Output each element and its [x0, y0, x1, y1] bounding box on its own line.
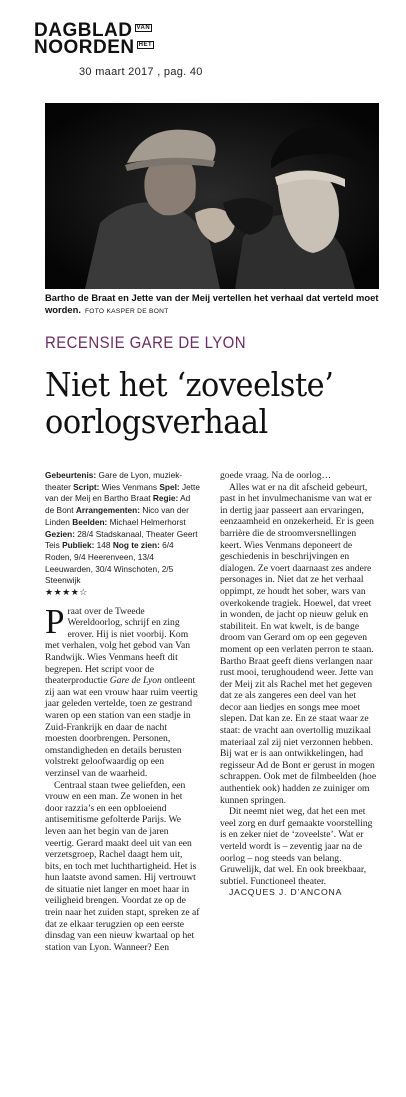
info-label-seen: Gezien:: [45, 528, 75, 539]
paragraph-1: [45, 601, 200, 780]
info-label-director: Regie:: [152, 493, 179, 504]
paragraph-4: Dit neemt niet weg, dat het een met veel zorg en durf gemaakte voorstelling is en zeker niet de ‘zoveelste’. Wat er verteld wordt is – zeventig jaar na de oorlog – nog steeds van belang. Gruwelijk, dat wel. En ook breekbaar, subtiel. Functioneel theater.: [220, 806, 373, 887]
paragraph-2-continued: goede vraag. Na de oorlog…: [220, 470, 332, 481]
masthead-line-2: NOORDEN: [34, 37, 135, 58]
info-value-event: Gare de Lyon, muziektheater: [45, 470, 183, 492]
info-value-images: Michael Helmerhorst: [107, 516, 186, 527]
production-info: [45, 470, 200, 587]
masthead-line-1: DAGBLAD: [34, 20, 133, 41]
info-label-event: Gebeurtenis:: [45, 470, 97, 480]
info-label-images: Beelden:: [72, 516, 108, 527]
photo-credit: FOTO KASPER DE BONT: [84, 308, 169, 315]
info-value-arrangements: Nico van der Linden: [45, 505, 189, 527]
masthead-small-2: HET: [138, 42, 153, 48]
newspaper-masthead: [34, 22, 234, 56]
article-headline: Niet het ‘zoveelste’ oorlogsverhaal: [45, 365, 334, 441]
article-photo: [45, 103, 379, 289]
info-value-director: Ad de Bont: [45, 493, 191, 516]
info-label-cast: Spel:: [159, 481, 180, 492]
theater-scene-image: [45, 103, 379, 289]
drop-cap: P: [45, 601, 65, 641]
article-column-right: [220, 470, 378, 899]
info-value-upcoming: 6/4 Roden, 9/4 Heerenveen, 13/4 Leeuwarden, 30/4 Winschoten, 2/5 Steenwijk: [45, 540, 174, 586]
star-rating: ★★★★☆: [45, 588, 88, 599]
photo-caption: [45, 292, 381, 318]
article-body-part-2: [220, 470, 378, 899]
paragraph-1-text: raat over de Tweede Wereldoorlog, schrijf en zing erover. Hij is niet voorbij. Kom met verhalen, volg het gebod van Van Randwijk. Wies Venmans heeft dit begrepen. Het script voor de theaterproductie: [45, 605, 191, 687]
caption-text: Bartho de Braat en Jette van der Meij vertellen het verhaal dat verteld moet worden.: [45, 292, 379, 315]
review-kicker: RECENSIE GARE DE LYON: [45, 333, 246, 352]
article-author: JACQUES J. D’ANCONA: [229, 887, 343, 898]
info-label-upcoming: Nog te zien:: [112, 540, 160, 551]
masthead-small-1: VAN: [136, 25, 151, 31]
paragraph-1-rest: ontleent zij aan wat een vrouw haar ruim veertig jaar geleden vertelde, toen ze gestrand waren op een station van een stadje in Zuid-Frankrijk en daar de nacht moesten doorbrengen. Personen, omstandigheden en details berusten volstrekt geloofwaardig op een verzinsel van de waarheid.: [45, 675, 198, 779]
info-label-audience: Publiek:: [62, 540, 95, 551]
paragraph-2: Centraal staan twee geliefden, een vrouw en een man. Ze wonen in het door razzia’s en een opbloeiend antisemitisme gefolterde Parijs. We leven aan het begin van de jaren veertig. Gerard maakt deel uit van een verzetsgroep, Rachel daagt hem uit, bits, en toch met luchthartigheid. Het is hun laatste avond samen. Hij vertrouwt de situatie niet langer en moet haar in veiligheid brengen. Voordat ze op de trein naar het zuiden stapt, spreken ze af dat ze elkaar terugzien op een eerste dinsdag van een nieuw kwartaal op het station van Lyon. Wanneer? Een: [45, 779, 200, 953]
article-column-left: [45, 470, 200, 953]
production-title: Gare de Lyon: [109, 675, 162, 687]
article-body-part-1: [45, 601, 200, 954]
info-value-audience: 148: [94, 540, 113, 551]
info-value-cast: Jette van der Meij en Bartho Braat: [45, 481, 200, 504]
info-value-seen: 28/4 Stadskanaal, Theater Geert Teis: [45, 528, 198, 551]
paragraph-3: Alles wat er na dit afscheid gebeurt, past in het invulmechanisme van wat er in dertig jaar passeert aan ervaringen, eenzaamheid en onzekerheid. Er is geen barrière die de stroomversnellingen keert. Wies Venmans deponeert de geschiedenis in beschrijvingen en dialogen. Ze voert daarnaast zes andere personages in. Niet dat ze het verhaal oppimpt, ze houdt het sober, wars van overkokende tragiek. Hoewel, dat vreet in wonden, de jacht op nieuw geluk en stabiliteit. En wat kwelt, is de bange droom van Gerard om op een gegeven moment op een verlaten perron te staan. Bartho Braat geeft diens verlangen naar rust mooi, terughoudend weer. Jette van der Meij zit als Rachel met het gegeven dat ze als zangeres een deel van het decor aan liedjes en songs mee moet slepen. Dat kan ze. En ze staat waar ze staat: de vracht aan overtollig muzikaal materiaal zal zij niet verzonnen hebben. Bij wat er is aan ontwikkelingen, had regisseur Ad de Bont er gerust in mogen schrappen. Ook met de filmbeelden (hoe authentiek ook) hadden ze zuiniger om kunnen springen.: [220, 481, 377, 806]
info-label-arrangements: Arrangementen:: [75, 505, 141, 516]
info-label-script: Script:: [73, 481, 100, 492]
info-value-script: Wies Venmans: [99, 481, 160, 492]
publication-date: 30 maart 2017 , pag. 40: [79, 66, 203, 78]
